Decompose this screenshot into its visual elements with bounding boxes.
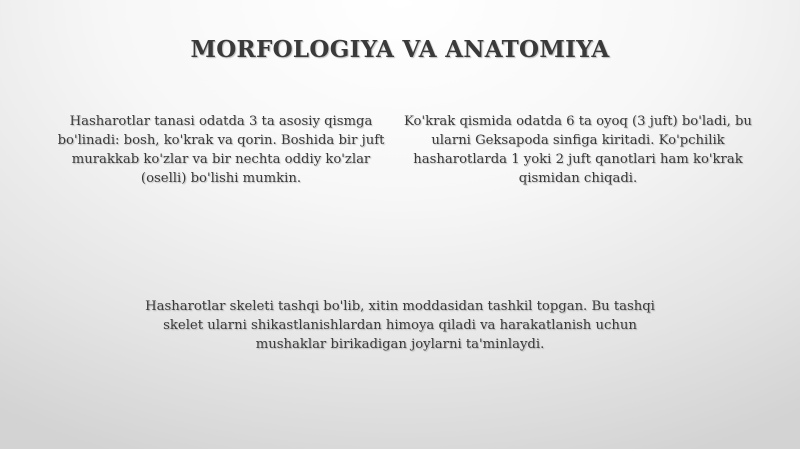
paragraph-right: Ko'krak qismida odatda 6 ta oyoq (3 juft) bo'ladi, bu ularni Geksapoda sinfiga kiritadi. Ko'pchilik hasharotlarda 1 yoki 2 juft qanotlari ham ko'krak qismidan chiqadi. [404, 114, 752, 186]
paragraph-bottom: Hasharotlar skeleti tashqi bo'lib, xitin moddasidan tashkil topgan. Bu tashqi skelet ularni shikastlanishlardan himoya qiladi va harakatlanish uchun mushaklar birikadigan joylarni ta'minlaydi. [145, 299, 655, 352]
slide-title: MORFOLOGIYA VA ANATOMIYA [190, 36, 610, 63]
paragraph-left: Hasharotlar tanasi odatda 3 ta asosiy qismga bo'linadi: bosh, ko'krak va qorin. Boshida bir juft murakkab ko'zlar va bir nechta oddiy ko'zlar (oselli) bo'lishi mumkin. [57, 114, 385, 186]
